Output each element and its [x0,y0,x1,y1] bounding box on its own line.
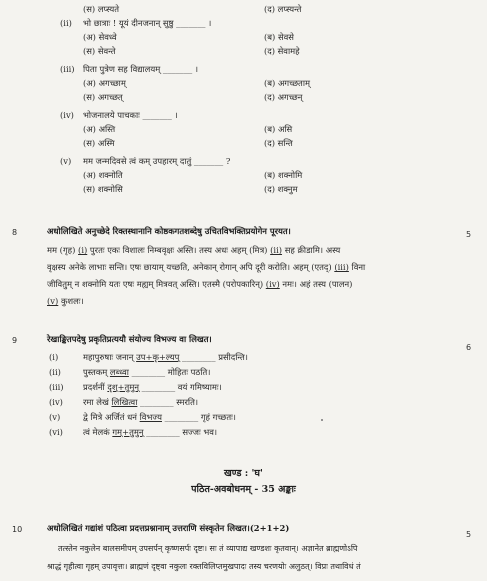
q7-item-number: (iv) [60,110,74,120]
q9-item-text: महापुरुषाः जनान् उप+कृ+ल्यप् ________ प्रसीदन्ति। [83,352,248,362]
section-title: खण्ड : 'घ' [224,468,263,479]
underlined-word: गम्+तुमुन् [112,427,144,437]
blank-marker: (iii) [334,262,349,272]
blank-marker: (i) [78,245,88,255]
q7-option-b: (ब) सेवसे [264,32,294,42]
question-marks: 6 [466,343,472,352]
q7-option-a: (अ) सेवध्वे [83,32,117,42]
paragraph-line: (v) कुशलः। [47,296,84,306]
q7-option-d: (द) अगच्छन् [264,92,303,102]
option-d-prev: (द) लप्स्यन्ते [264,4,302,14]
question-instruction: अधोलिखितं गद्यांशं पठित्वा प्रदत्तप्रश्नानाम् उत्तराणि संस्कृतेन लिखत।(2+1+2) [47,523,290,533]
q7-option-c: (स) अस्मि [83,138,115,148]
blank-marker: (v) [47,296,59,306]
q7-item-number: (iii) [60,64,75,74]
q7-option-b: (ब) अगच्छताम् [264,78,310,88]
option-c-prev: (स) लप्स्यते [83,4,120,14]
question-number: 9 [12,336,18,345]
question-marks: 5 [466,230,472,239]
underlined-word: उप+कृ+ल्यप् [136,352,180,362]
section-subtitle: पठित-अवबोधनम् - 35 अङ्काः [191,484,296,495]
question-instruction: रेखाङ्कितपदेषु प्रकृतिप्रत्ययौ संयोज्य विभज्य वा लिखत। [47,334,212,344]
q7-item-number: (ii) [60,18,72,28]
q9-item-text: द्वे मित्रे अर्जितं धनं विभज्य ________ गृहं गच्छतः। [83,412,236,422]
paragraph-line: जीवितुम् न शक्नोमि यतः एषः मह्यम् मित्रवत् अस्ति। एतस्मै (परोपकारिन्) (iv) नमः। अहं तस्य (पालन) [47,279,353,289]
stray-mark [321,419,323,421]
q7-option-c: (स) अगच्छत् [83,92,123,102]
q7-option-b: (ब) शक्नोमि [264,170,303,180]
paragraph-line: मम (गृह) (i) पुरतः एकः विशालः निम्बवृक्षः अस्ति। तस्य अधः अहम् (मित्र) (ii) सह क्रीडामि। अस्य [47,245,341,255]
q7-option-d: (द) शक्नुम [264,184,298,194]
q7-item-sentence: पिता पुत्रेण सह विद्यालयम् _______ । [83,64,199,74]
q7-item-sentence: भोजनालये पाचकाः _______ । [83,110,178,120]
q9-item-number: (v) [49,412,61,422]
question-marks: 5 [466,530,472,539]
q9-item-number: (i) [49,352,59,362]
q9-item-number: (ii) [49,367,61,377]
underlined-word: लब्ध्वा [109,367,129,377]
q7-option-d: (द) सेवामहे [264,46,300,56]
q7-item-sentence: भो छात्राः ! यूयं दीनजनान् सुष्ठु _______ । [83,18,212,28]
q9-item-number: (iii) [49,382,64,392]
q7-option-c: (स) शक्नोसि [83,184,123,194]
q7-option-c: (स) सेवन्ते [83,46,116,56]
blank-marker: (iv) [265,279,280,289]
q9-item-text: रमा लेखं लिखित्वा ________ स्मरति। [83,397,199,407]
q9-item-text: प्रदर्शनीं दृश्+तुमुन् ________ वयं गमिष्यामः। [83,382,222,392]
q7-option-a: (अ) शक्नोति [83,170,123,180]
q7-item-sentence: मम जन्मदिवसे त्वं कम् उपहारम् दातुं _______ ? [83,156,231,166]
paragraph-line: वृक्षस्य अनेके लाभाः सन्ति। एषः छायाम् यच्छति, अनेकान् रोगान् अपि दूरी करोति। अहम् (एतद्) (iii) विना [47,262,366,272]
q7-option-a: (अ) अस्ति [83,124,116,134]
q7-item-number: (v) [60,156,72,166]
q7-option-b: (ब) असि [264,124,293,134]
passage-line: तत्स्तेन नकुलेन बालसमीपम् उपसर्पन् कृष्णसर्पः दृष्टः। सः तं व्यापाद्य खण्डशः कृतवान्। अज्ञानेत ब्राह्मणोऽपि [58,544,358,553]
blank-marker: (ii) [270,245,283,255]
q7-option-a: (अ) अगच्छाम् [83,78,126,88]
q9-item-text: त्वं मेलकं गम्+तुमुन् ________ सज्जः भव। [83,427,218,437]
question-number: 10 [12,525,23,534]
q9-item-number: (iv) [49,397,63,407]
question-number: 8 [12,228,18,237]
underlined-word: दृश्+तुमुन् [107,382,139,392]
q9-item-text: पुस्तकम् लब्ध्वा ________ मोहितः पठति। [83,367,211,377]
underlined-word: लिखित्वा [111,397,138,407]
question-instruction: अधोलिखिते अनुच्छेदे रिक्तस्थानानि कोष्ठकगतशब्देषु उचितविभक्तिप्रयोगेन पूरयत। [47,226,291,236]
q9-item-number: (vi) [49,427,63,437]
q7-option-d: (द) सन्ति [264,138,293,148]
underlined-word: विभज्य [139,412,162,422]
passage-line: श्राद्धं गृहीत्वा गृहम् उपावृत्तः। ब्राह्मणं दृष्ट्वा नकुलः रक्तविलिप्तमुखपादः तस्य चरणयोः अलुठत्। विप्रः तथाविधं तं [47,562,361,571]
